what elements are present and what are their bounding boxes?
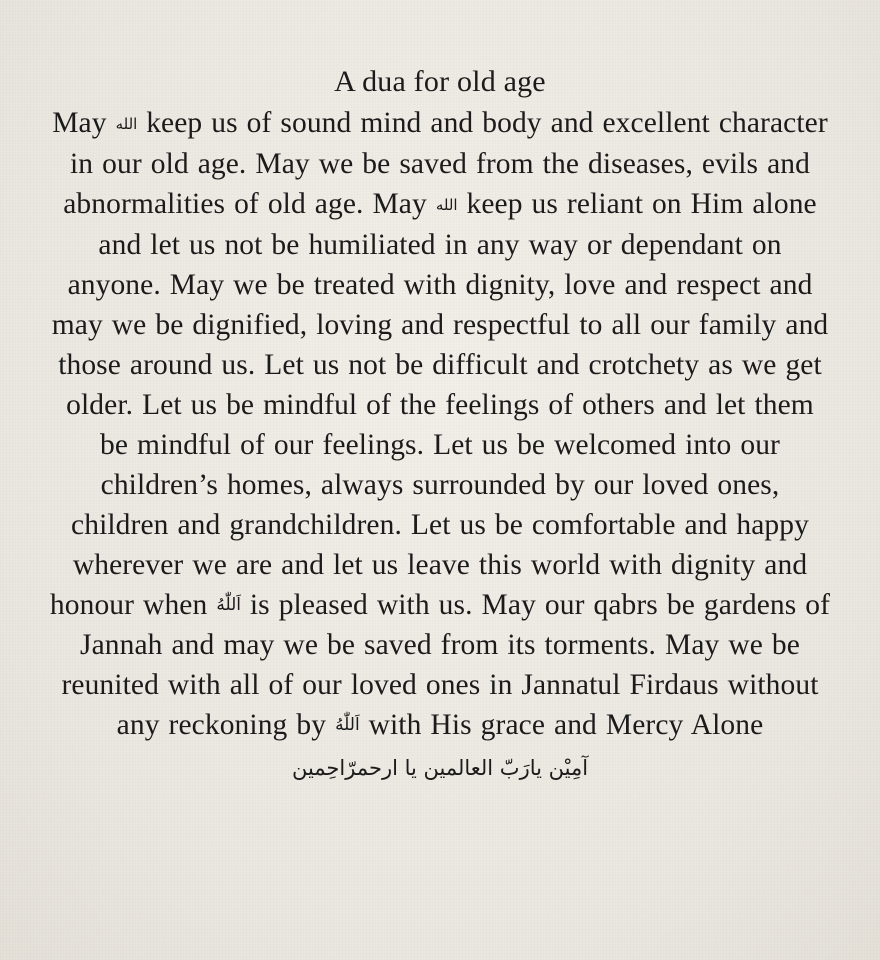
page-title: A dua for old age (334, 65, 546, 98)
allah-glyph-4: اَللّٰهُ (335, 715, 360, 735)
prayer-segment-2: keep us of sound mind and body and excellent character in our old age. May we be saved from the diseases, evils and abnormalities of old age. May (63, 107, 828, 220)
allah-glyph-3: اَللّٰهُ (216, 595, 241, 615)
prayer-text (46, 103, 834, 745)
allah-glyph-2: الله (435, 196, 458, 214)
prayer-segment-1: May (52, 107, 116, 139)
prayer-segment-3: keep us reliant on Him alone and let us not be humiliated in any way or dependant on anyone. May we be treated with dignity, love and respect and may we be dignified, loving and respectful to all our family and those around us. Let us not be difficult and crotchety as we get older. Let us be mindful of the feelings of others and let them be mindful of our feelings. Let us be welcomed into our children’s homes, always surrounded by our loved ones, children and grandchildren. Let us be comfortable and happy wherever we are and let us leave this world with dignity and honour when (49, 188, 829, 621)
prayer-segment-5: with His grace and Mercy Alone (359, 709, 764, 741)
prayer-segment-4: is pleased with us. May our qabrs be gardens of Jannah and may we be saved from its torments. May we be reunited with all of our loved ones in Jannatul Firdaus without any reckoning by (61, 589, 831, 741)
allah-glyph-1: الله (115, 115, 138, 133)
document-body (46, 62, 834, 785)
closing-arabic-line: آمِيْن يارَبّ العالمين يا ارحمرّاحِمين (291, 756, 589, 780)
